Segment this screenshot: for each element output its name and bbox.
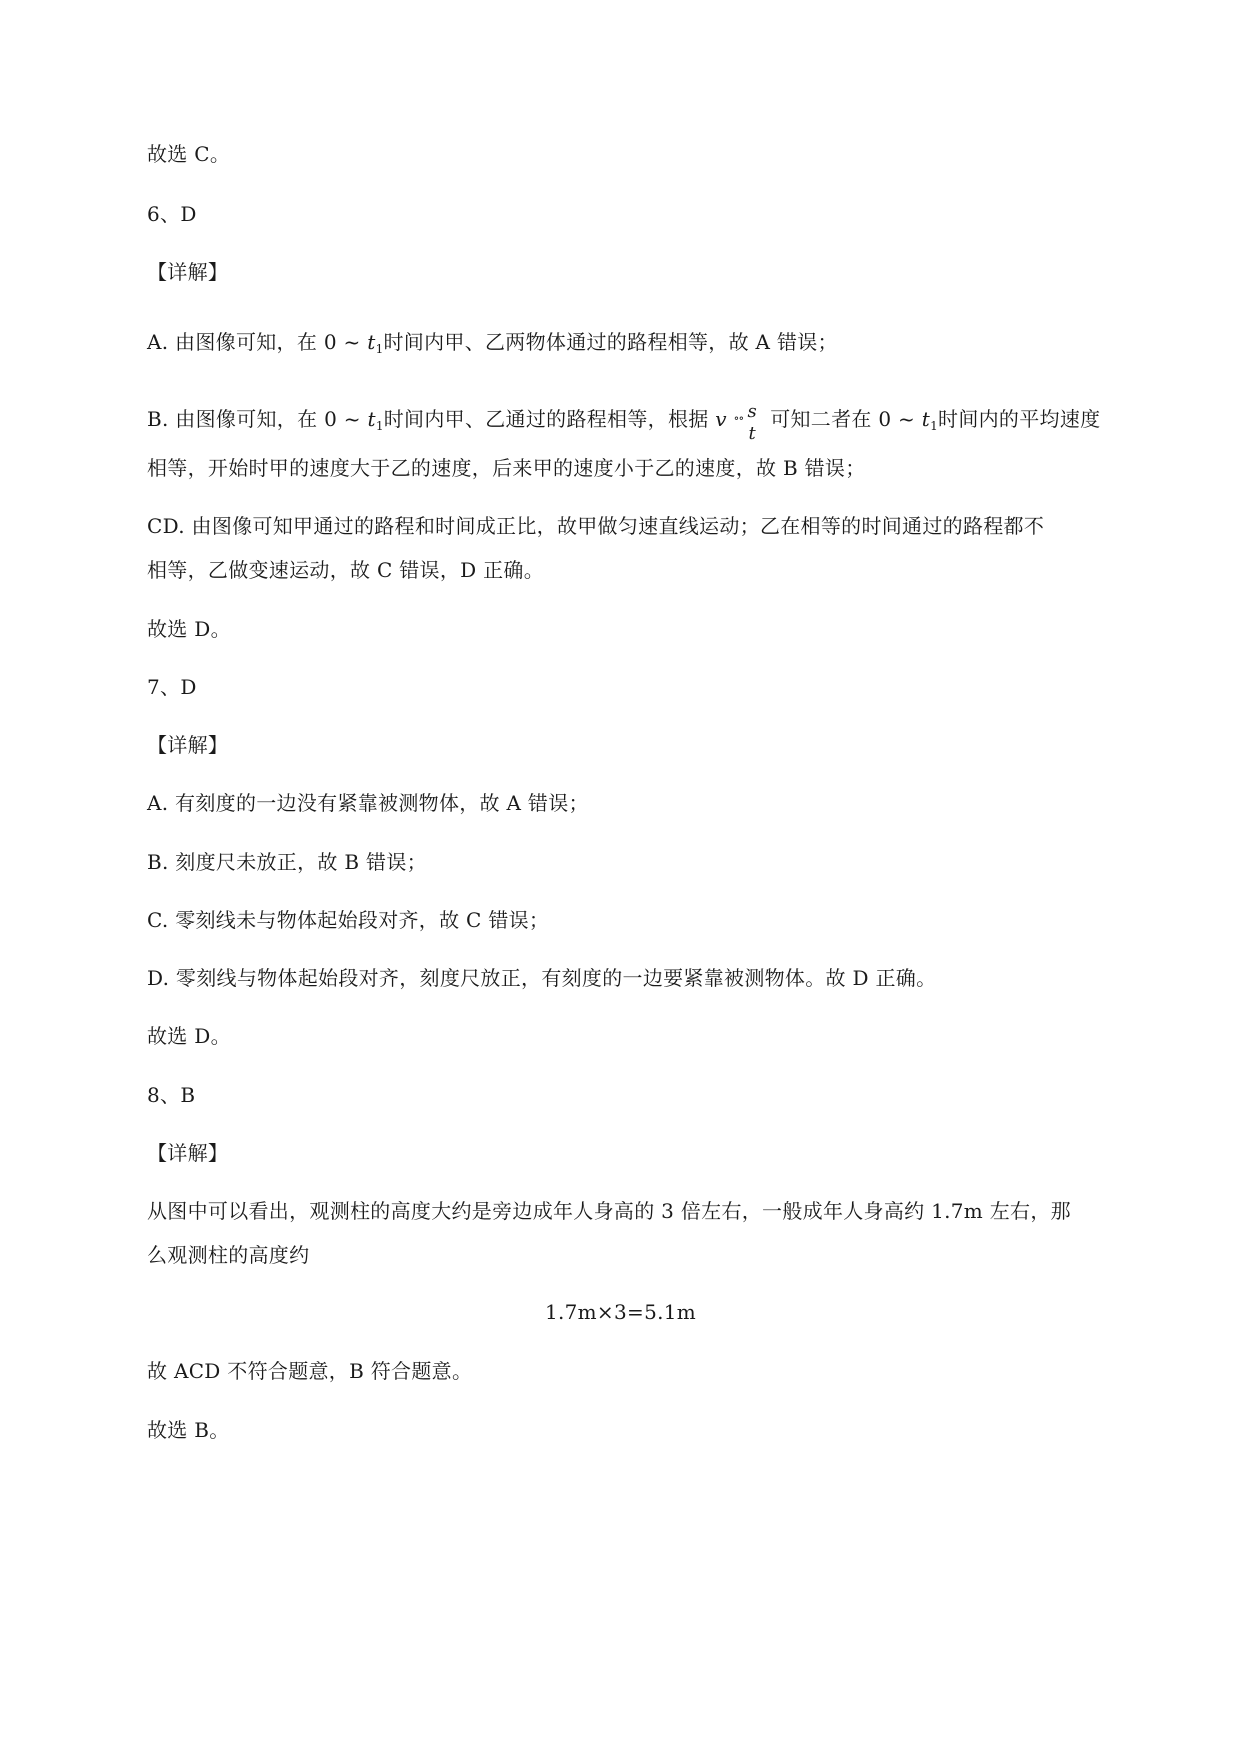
text-line: B. 刻度尺未放正，故 B 错误； xyxy=(147,850,427,874)
text-segment: 时间内的平均速度 xyxy=(938,407,1101,431)
question-number: 7、D xyxy=(147,675,197,699)
question-number: 8、B xyxy=(147,1083,196,1107)
equals-glyph: ∘∘ xyxy=(733,411,744,425)
math-subscript: 1 xyxy=(375,342,384,356)
text-line: 故选 D。 xyxy=(147,1024,231,1048)
text-line: 么观测柱的高度约 xyxy=(147,1243,310,1267)
text-line: D. 零刻线与物体起始段对齐，刻度尺放正，有刻度的一边要紧靠被测物体。故 D 正确。 xyxy=(147,966,937,990)
text-segment: 时间内甲、乙两物体通过的路程相等，故 A 错误； xyxy=(383,330,838,354)
text-line: 相等，乙做变速运动，故 C 错误，D 正确。 xyxy=(147,558,545,582)
text-segment: 时间内甲、乙通过的路程相等，根据 xyxy=(383,407,709,431)
text-line: 从图中可以看出，观测柱的高度大约是旁边成年人身高的 3 倍左右，一般成年人身高约 1.7m 左右，那 xyxy=(147,1199,1071,1223)
section-heading: 【详解】 xyxy=(147,1141,229,1165)
question-number: 6、D xyxy=(147,202,197,226)
text-line: C. 零刻线未与物体起始段对齐，故 C 错误； xyxy=(147,908,550,932)
text-line: CD. 由图像可知甲通过的路程和时间成正比，故甲做匀速直线运动；乙在相等的时间通过的路程都不 xyxy=(147,514,1045,538)
math-variable: t xyxy=(921,407,931,431)
text-line xyxy=(147,328,838,356)
math-subscript: 1 xyxy=(930,419,939,433)
fraction-numerator: s xyxy=(747,401,758,422)
text-line xyxy=(147,400,1101,444)
text-segment: 可知二者在 0 ~ xyxy=(770,407,922,431)
math-variable: t xyxy=(367,330,376,354)
text-line: 故 ACD 不符合题意，B 符合题意。 xyxy=(147,1359,473,1383)
fraction-denominator: t xyxy=(748,423,757,444)
text-line: 故选 C。 xyxy=(147,142,231,166)
text-line: 相等，开始时甲的速度大于乙的速度，后来甲的速度小于乙的速度，故 B 错误； xyxy=(147,456,866,480)
math-variable: t xyxy=(367,407,376,431)
text-line: A. 有刻度的一边没有紧靠被测物体，故 A 错误； xyxy=(147,791,589,815)
fraction xyxy=(733,400,764,444)
text-line: 故选 D。 xyxy=(147,617,231,641)
equation: 1.7m×3=5.1m xyxy=(544,1300,697,1324)
math-subscript: 1 xyxy=(375,419,384,433)
text-segment: A. 由图像可知，在 0 ~ xyxy=(147,330,368,354)
text-line: 故选 B。 xyxy=(147,1418,230,1442)
math-variable: v xyxy=(715,407,727,431)
section-heading: 【详解】 xyxy=(147,733,229,757)
text-segment: B. 由图像可知，在 0 ~ xyxy=(147,407,368,431)
section-heading: 【详解】 xyxy=(147,260,229,284)
